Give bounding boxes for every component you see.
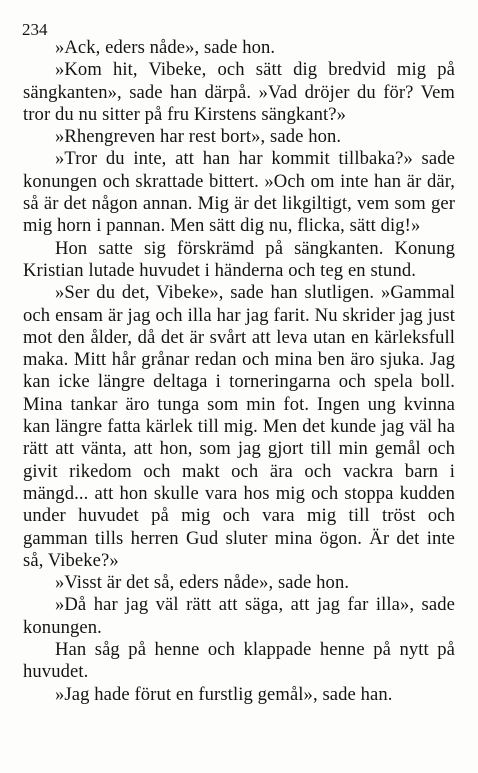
paragraph: »Tror du inte, att han har kommit tillbaka?» sade konungen och skrattade bittert. »Och om inte han är där, så är det någon annan. Mig är det likgiltigt, vem som ger mig horn i pannan. Men sätt dig nu, flicka, sätt dig!» [23,148,455,237]
paragraph: Han såg på henne och klappade henne på nytt på huvudet. [23,639,455,683]
page-number: 234 [22,20,48,39]
paragraph: »Jag hade förut en furstlig gemål», sade han. [55,683,393,705]
text-column [23,37,455,706]
paragraph: »Ack, eders nåde», sade hon. [55,37,276,58]
paragraph: »Ser du det, Vibeke», sade han slutligen. »Gammal och ensam är jag och illa har jag farit. Nu skrider jag just mot den ålder, då det är svårt att leva utan en kärleksfull maka. Mitt hår grånar redan och mina ben äro sjuka. Jag kan icke längre deltaga i torneringarna och spela boll. Mina tankar äro tunga som min fot. Ingen ung kvinna kan längre fatta kärlek till mig. Men det kunde jag väl ha rätt att vänta, att hon, som jag gjort till min gemål och givit rikedom och makt och ära och vackra barn i mängd... att hon skulle vara hos mig och stoppa kudden under huvudet på mig och vara mig till tröst och gamman tills herren Gud sluter mina ögon. Är det inte så, Vibeke?» [23,282,455,571]
paragraph: Hon satte sig förskrämd på sängkanten. Konung Kristian lutade huvudet i händerna och teg en stund. [23,237,455,281]
paragraph: »Rhengreven har rest bort», sade hon. [55,126,342,148]
paragraph: »Visst är det så, eders nåde», sade hon. [55,572,350,594]
paragraph: »Kom hit, Vibeke, och sätt dig bredvid mig på sängkanten», sade han därpå. »Vad dröjer du för? Vem tror du nu sitter på fru Kirstens sängkant?» [23,59,455,125]
paragraph: »Då har jag väl rätt att säga, att jag far illa», sade konungen. [23,594,455,638]
